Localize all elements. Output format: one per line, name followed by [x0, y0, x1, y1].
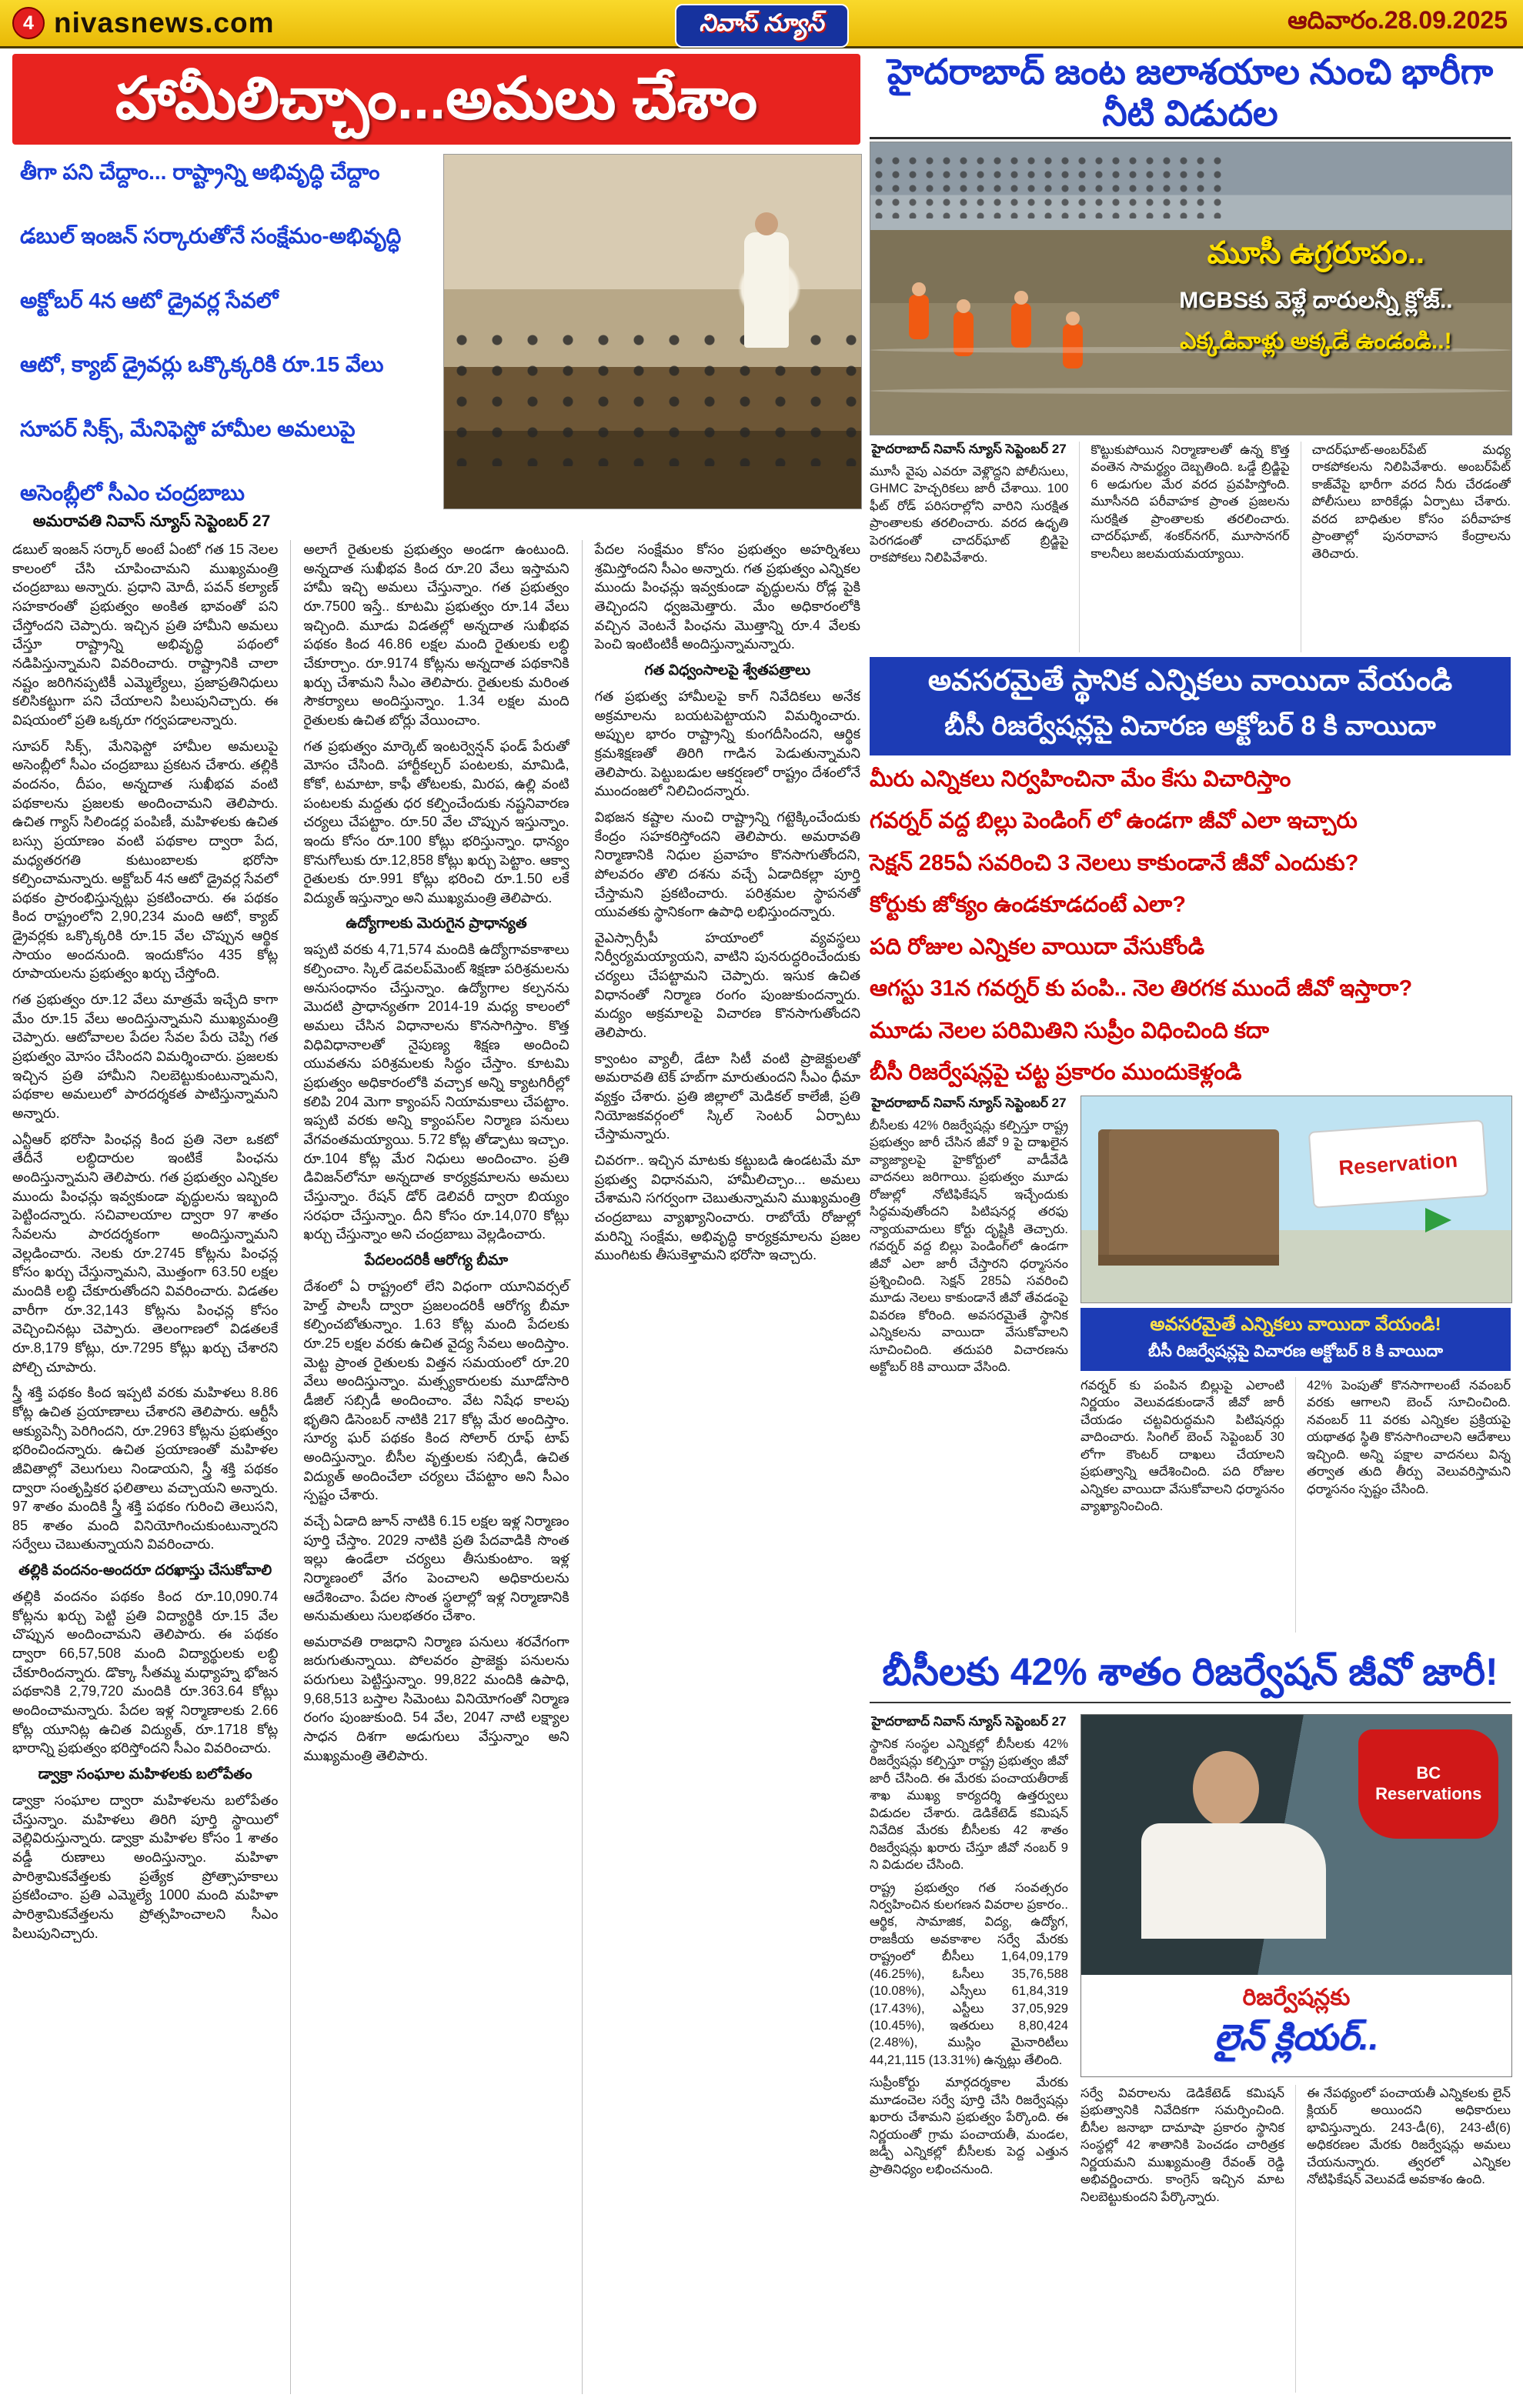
lead-subhead-line: అక్టోబర్ 4న ఆటో డ్రైవర్ల సేవలో — [20, 288, 279, 312]
rescue-worker — [1011, 303, 1031, 348]
court-photo-placeholder — [1081, 1096, 1511, 1302]
page-number-badge: 4 — [12, 7, 45, 39]
paragraph: మూసీ వైపు ఎవరూ వెళ్లొద్దని పోలీసులు, GHMC హెచ్చరికలు జారీ చేశాయి. 100 ఫీట్ రోడ్ పరిసరాల్లోని వారిని సురక్షిత ప్రాంతాలకు తరలించారు. వరద ఉధృతి పెరగడంతో చాదర్‌ఘాట్ బ్రిడ్జిపై రాకపోకలు నిలిపివేశారు. — [870, 465, 1069, 565]
assembly-photo-placeholder — [444, 155, 861, 509]
paragraph: గవర్నర్ కు పంపిన బిల్లుపై ఎలాంటి నిర్ణయం వెలువడకుండానే జీవో జారీ చేయడం చట్టవిరుద్ధమని పిటిషనర్లు వాదించారు. సింగిల్ బెంచ్ సెప్టెంబర్ 30 లోగా కౌంటర్ దాఖలు చేయాలని ప్రభుత్వాన్ని ఆదేశించింది. పది రోజుల ఎన్నికల వాయిదా వేసుకోవాలని ధర్మాసనం వ్యాఖ్యానించింది. — [1080, 1379, 1284, 1514]
hearing-point: పది రోజుల ఎన్నికల వాయిదా వేసుకోండి — [870, 934, 1205, 959]
lead-subhead-line: డబుల్ ఇంజన్ సర్కారుతోనే సంక్షేమం-అభివృద్ధి — [20, 224, 402, 248]
flood-crowd — [870, 154, 1223, 218]
paragraph: ఉద్యోగాలకు మెరుగైన ప్రాధాన్యత — [346, 916, 527, 932]
paper-logo: నివాస్ న్యూస్ — [674, 4, 848, 48]
paragraph: గత ప్రభుత్వ హామీలపై కాగ్ నివేదికలు అనేక అక్రమాలను బయటపెట్టాయని విమర్శించారు. అప్పుల భారం రాష్ట్రాన్ని కుంగదీసిందని, ఆర్థిక క్రమశిక్షణతో తిరిగి గాడిన పెడుతున్నామని తెలిపారు. పెట్టుబడుల ఆకర్షణలో రాష్ట్రం దేశంలోనే ముందంజలో నిలిచిందన్నారు. — [594, 688, 860, 799]
assembly-photo — [443, 154, 862, 509]
flood-overlay-line2: MGBSకు వెళ్లే దారులన్నీ క్లోజ్.. — [1179, 287, 1453, 313]
flood-body — [870, 442, 1511, 652]
paragraph: తల్లికి వందనం-అందరూ దరఖాస్తు చేసుకోవాలి — [18, 1563, 272, 1579]
paragraph: ఇప్పటి వరకు 4,71,574 మందికి ఉద్యోగావకాశాలు కల్పించాం. స్కిల్ డెవలప్‌మెంట్ శిక్షణా పరిశ్రమలను అనుసంధానం చేస్తున్నాం. ఉద్యోగాల కల్పనను మొదటి ప్రాధాన్యతగా 2014-19 మధ్య కాలంలో అమలు చేసిన విధానాలను కొనసాగిస్తాం. కొత్త విధివిధానాలతో నైపుణ్య శిక్షణ అందించి యువతను పరిశ్రమలకు సిద్ధం చేస్తాం. కూటమి ప్రభుత్వం అధికారంలోకి వచ్చాక అన్ని క్యాటగిరీల్లో కలిపి 204 మెగా క్యాంపస్ నియామకాలు చేపట్టాం. ఇప్పటి వరకు అన్ని క్యాంపస్‌ల నిర్మాణ పనులు వేగవంతమయ్యాయి. 5.72 కోట్ల తోడ్పాటు ఇచ్చాం. రూ.104 కోట్ల మేర నిధులు అందించాం. ప్రతి డివిజన్‌లోనూ అన్నదాత కార్యక్రమాలను అమలు చేస్తున్నాం. రేషన్ డోర్ డెలివరీ ద్వారా బియ్యం సరఫరా చేస్తున్నాం. దీని కోసం రూ.14,070 కోట్లు ఖర్చు చేస్తున్నాం అని చంద్రబాబు వెల్లడించారు. — [303, 942, 569, 1242]
go-right-block — [1080, 1714, 1511, 2393]
hearing-column-3 — [1295, 1377, 1511, 1633]
lead-body — [12, 540, 860, 2394]
paragraph: వచ్చే ఏడాది జూన్ నాటికి 6.15 లక్షల ఇళ్ల నిర్మాణం పూర్తి చేస్తాం. 2029 నాటికి ప్రతి పేదవాడికి సొంత ఇల్లు ఉండేలా చర్యలు తీసుకుంటాం. ఇళ్ల నిర్మాణంలో వేగం పెంచాలని అధికారులను ఆదేశించాం. పేదల సొంత స్థలాల్లో ఇళ్ల నిర్మాణానికి అనుమతులు సులభతరం చేశాం. — [303, 1513, 569, 1624]
flood-dateline: హైదరాబాద్ నివాస్ న్యూస్ సెప్టెంబర్ 27 — [871, 442, 1067, 456]
court-photo — [1080, 1096, 1512, 1303]
hearing-point: కోర్టుకు జోక్యం ఉండకూడదంటే ఎలా? — [870, 892, 1186, 918]
lead-column-3 — [582, 540, 860, 2394]
rescue-worker — [1063, 324, 1083, 369]
paragraph: చివరగా.. ఇచ్చిన మాటకు కట్టుబడి ఉండటమే మా ప్రభుత్వ విధానమని, హామీలిచ్చాం... అమలు చేశామని సగర్వంగా చెబుతున్నామని ముఖ్యమంత్రి చంద్రబాబు వ్యాఖ్యానించారు. రాబోయే రోజుల్లో మరిన్ని సంక్షేమ, అభివృద్ధి కార్యక్రమాలను ప్రజల ముంగిటకు తీసుకెళ్తామని భరోసా ఇచ్చారు. — [594, 1152, 860, 1263]
paragraph: కొట్టుకుపోయిన నిర్మాణాలతో ఉన్న కొత్త వంతెన సామర్థ్యం దెబ్బతింది. ఒడ్డే బ్రిడ్జిపై 6 అడుగుల మేర వరద ప్రవహిస్తోంది. మూసీనది పరీవాహక ప్రాంత ప్రజలను సురక్షిత ప్రాంతాలకు తరలించారు. చాదర్‌ఘాట్, శంకర్‌నగర్, మూసానగర్ కాలనీలు జలమయమయ్యాయి. — [1090, 443, 1290, 561]
go-column-1 — [870, 1714, 1068, 2397]
lead-subhead-line: ఆటో, క్యాబ్ డ్రైవర్లు ఒక్కొక్కరికి రూ.15 వేలు — [20, 352, 384, 377]
paragraph: తల్లికి వందనం పథకం కింద రూ.10,090.74 కోట్లను ఖర్చు పెట్టి ప్రతి విద్యార్థికి రూ.15 వేల చొప్పున అందించామని తెలిపారు. ఈ పథకం ద్వారా 66,57,508 మంది విద్యార్థులకు లబ్ధి చేకూరిందన్నారు. డొక్కా సీతమ్మ మధ్యాహ్న భోజన పథకానికి 2,79,720 మందికి రూ.363.64 కోట్లు అందించామన్నారు. పేదల ఇళ్ల నిర్మాణాలకు 2.66 కోట్ల యూనిట్ల ఉచిత విద్యుత్, రూ.1718 కోట్ల భారాన్ని ప్రభుత్వం భరిస్తోందని సీఎం వివరించారు. — [12, 1589, 279, 1756]
rescue-worker — [909, 295, 929, 339]
hearing-dateline: హైదరాబాద్ నివాస్ న్యూస్ సెప్టెంబర్ 27 — [871, 1096, 1067, 1110]
flood-overlay-line1: మూసీ ఉగ్రరూపం.. — [1207, 235, 1425, 270]
hearing-caption-line2: బీసీ రిజర్వేషన్లపై విచారణ అక్టోబర్ 8 కి వాయిదా — [1147, 1342, 1444, 1360]
hearing-point: సెక్షన్ 285ఏ సవరించి 3 నెలలు కాకుండానే జీవో ఎందుకు? — [870, 850, 1359, 875]
flood-photo — [870, 142, 1512, 435]
go-headline: బీసీలకు 42% శాతం రిజర్వేషన్ జీవో జారీ! — [870, 1651, 1511, 1703]
assembly-audience — [444, 325, 861, 466]
paragraph: స్థానిక సంస్థల ఎన్నికల్లో బీసీలకు 42% రిజర్వేషన్లు కల్పిస్తూ రాష్ట్ర ప్రభుత్వం జీవో జారీ చేసింది. ఈ మేరకు పంచాయతీరాజ్ శాఖ ముఖ్య కార్యదర్శి ఉత్తర్వులు విడుదల చేశారు. డెడికేటెడ్ కమిషన్ నివేదిక మేరకు బీసీలకు 42 శాతం రిజర్వేషన్లు ఖరారు చేస్తూ జీవో నంబర్ 9 ని విడుదల చేసింది. — [870, 1737, 1068, 1873]
lead-headline: హామీలిచ్చాం...అమలు చేశాం — [115, 66, 758, 132]
paragraph: అలాగే రైతులకు ప్రభుత్వం అండగా ఉంటుంది. అన్నదాత సుఖీభవ కింద రూ.20 వేలు ఇస్తామని హామీ ఇచ్చి అమలు చేస్తున్నాం. గత ప్రభుత్వం రూ.7500 ఇస్తే.. కూటమి ప్రభుత్వం రూ.14 వేలు ఇచ్చింది. మూడు విడతల్లో అన్నదాత సుఖీభవ పథకం కింద 46.86 లక్షల మంది రైతులకు లబ్ధి చేకూర్చాం. రూ.9174 కోట్లను అన్నదాత పథకానికి ఖర్చు చేశామని సీఎం తెలిపారు. రైతులకు మరింత సౌకర్యాలు అందిస్తున్నాం. 1.34 లక్షల మంది రైతులకు ఉచిత బోర్లు వేయించాం. — [303, 542, 569, 728]
hearing-point: గవర్నర్ వద్ద బిల్లు పెండింగ్ లో ఉండగా జీవో ఎలా ఇచ్చారు — [870, 809, 1358, 834]
green-arrow-icon — [1425, 1208, 1451, 1232]
paragraph: సుప్రీంకోర్టు మార్గదర్శకాల మేరకు మూడంచెల సర్వే పూర్తి చేసి రిజర్వేషన్లు ఖరారు చేశామని ప్రభుత్వం పేర్కొంది. ఈ నిర్ణయంతో గ్రామ పంచాయతీ, మండల, జడ్పీ ఎన్నికల్లో బీసీలకు పెద్ద ఎత్తున ప్రాతినిధ్యం లభించనుంది. — [870, 2076, 1068, 2176]
reservation-sign-text: Reservation — [1338, 1147, 1458, 1179]
paragraph: క్వాంటం వ్యాలీ, డేటా సిటీ వంటి ప్రాజెక్టులతో అమరావతి టెక్ హబ్‌గా మారుతుందని సీఎం ధీమా వ్యక్తం చేశారు. ప్రతి జిల్లాలో మెడికల్ కాలేజీ, ప్రతి నియోజకవర్గంలో స్కిల్ సెంటర్ ఏర్పాటు చేస్తామన్నారు. — [594, 1050, 860, 1142]
revanth-photo-placeholder — [1081, 1715, 1511, 2076]
paragraph: రాష్ట్ర ప్రభుత్వం గత సంవత్సరం నిర్వహించిన కులగణన వివరాల ప్రకారం.. ఆర్థిక, సామాజిక, విద్య, ఉద్యోగ, రాజకీయ అవకాశాల సర్వే మేరకు రాష్ట్రంలో బీసీలు 1,64,09,179 (46.25%), ఓసీలు 35,76,588 (10.08%), ఎస్సీలు 61,84,319 (17.43%), ఎస్టీలు 37,05,929 (10.45%), ఇతరులు 8,80,424 (2.48%), ముస్లిం మైనారిటీలు 44,21,115 (13.31%) ఉన్నట్లు తేలింది. — [870, 1880, 1068, 2067]
go-col1-text — [870, 1736, 1068, 2178]
hearing-caption-line1: అవసరమైతే ఎన్నికలు వాయిదా వేయండి! — [1150, 1314, 1441, 1335]
paragraph: సర్వే వివరాలను డెడికేటెడ్ కమిషన్ ప్రభుత్వానికి నివేదికగా సమర్పించింది. బీసీల జనాభా దామాషా ప్రకారం స్థానిక సంస్థల్లో 42 శాతానికి పెంచడం చారిత్రక నిర్ణయమని ముఖ్యమంత్రి రేవంత్ రెడ్డి అభివర్ణించారు. కాంగ్రెస్ ఇచ్చిన మాట నిలబెట్టుకుందని పేర్కొన్నారు. — [1080, 2086, 1284, 2204]
hearing-point: మూడు నెలల పరిమితిని సుప్రీం విధించింది కదా — [870, 1018, 1270, 1043]
water-wave — [870, 388, 1511, 394]
flood-overlay-line3: ఎక్కడివాళ్లు అక్కడే ఉండండి..! — [1180, 328, 1452, 354]
lead-column-1 — [12, 540, 278, 2394]
lead-subhead-line: అసెంబ్లీలో సీఎం చంద్రబాబు — [20, 480, 245, 505]
bc-reservations-badge: BC Reservations — [1358, 1729, 1498, 1839]
hearing-band-line1: అవసరమైతే స్థానిక ఎన్నికలు వాయిదా వేయండి — [927, 665, 1453, 697]
paragraph: పేదలందరికీ ఆరోగ్య బీమా — [364, 1252, 509, 1269]
edition-date: ఆదివారం.28.09.2025 — [1288, 5, 1508, 34]
hearing-photo-caption — [1080, 1308, 1511, 1371]
paragraph: పేదల సంక్షేమం కోసం ప్రభుత్వం అహర్నిశలు శ్రమిస్తోందని సీఎం అన్నారు. గత ప్రభుత్వం ఎన్నికల ముందు పింఛన్లు ఇవ్వకుండా వృద్ధులను రోడ్ల పైకి తెచ్చిందని ధ్వజమెత్తారు. మేం అధికారంలోకి వచ్చిన వెంటనే పింఛను మొత్తాన్ని రూ.4 వేలకు పెంచి ఇంటింటికీ అందిస్తున్నామన్నారు. — [594, 542, 860, 652]
flood-column-2 — [1079, 442, 1289, 652]
paragraph: గత ప్రభుత్వం మార్కెట్ ఇంటర్వెన్షన్ ఫండ్ పేరుతో మోసం చేసింది. హార్టీకల్చర్ పంటలకు, మామిడి, కోకో, టమాటా, కాఫీ తోటలకు, మిరప, ఉల్లి వంటి పంటలకు మద్దతు ధర కల్పించేందుకు నష్టనివారణ చర్యలు చేపట్టాం. రూ.50 వేల చొప్పున ఇస్తున్నాం. ఇందు కోసం రూ.100 కోట్లు భరిస్తున్నాం. ధాన్యం కొనుగోలుకు రూ.12,858 కోట్లు ఖర్చు పెట్టాం. ఆక్వా రైతులకు రూ.991 కోట్లు భరించి రూ.1.50 లకే విద్యుత్ ఇస్తున్నాం అని ముఖ్యమంత్రి తెలిపారు. — [303, 738, 569, 906]
flood-column-3 — [1301, 442, 1511, 652]
masthead-bar — [0, 0, 1523, 48]
highcourt-building — [1098, 1129, 1279, 1266]
paragraph: డ్వాక్రా సంఘాల ద్వారా మహిళలను బలోపేతం చేస్తున్నాం. మహిళలు తిరిగి పూర్తి స్థాయిలో వెల్లివిరుస్తున్నారు. డ్వాక్రా మహిళల కోసం 1 శాతం వడ్డీ రుణాలు అందిస్తున్నాం. మహిళా పారిశ్రామికవేత్తలకు ప్రత్యేక ప్రోత్సాహకాలు ప్రకటించాం. ప్రతి ఎమ్మెల్యే 1000 మంది మహిళా పారిశ్రామికవేత్తలను ప్రోత్సహించాలని సీఎం పిలుపునిచ్చారు. — [12, 1793, 279, 1941]
flood-column-1 — [870, 442, 1068, 652]
cm-revanth-photo — [1080, 1714, 1512, 2077]
hearing-point: ఆగస్టు 31న గవర్నర్ కు పంపి.. నెల తిరగక ముందే జీవో ఇస్తారా? — [870, 976, 1413, 1002]
paragraph: వైఎస్సార్సీపీ హయాంలో వ్యవస్థలు నిర్వీర్యమయ్యాయని, వాటిని పునరుద్ధరించేందుకు చర్యలు చేపట్టామని చెప్పారు. ఇసుక ఉచిత విధానంతో నిర్మాణ రంగం పుంజుకుందన్నారు. మద్యం అక్రమాలపై విచారణ కొనసాగుతోందని తెలిపారు. — [594, 929, 860, 1041]
hearing-column-2 — [1080, 1377, 1284, 1633]
go-lower-columns — [1080, 2085, 1511, 2393]
site-name[interactable]: nivasnews.com — [54, 7, 275, 38]
go-column-3 — [1295, 2085, 1511, 2393]
hearing-column-1 — [870, 1096, 1068, 1639]
go-dateline: హైదరాబాద్ నివాస్ న్యూస్ సెప్టెంబర్ 27 — [871, 1714, 1067, 1729]
paragraph: గత విధ్వంసాలపై శ్వేతపత్రాలు — [644, 662, 811, 679]
paragraph: డబుల్ ఇంజన్ సర్కార్ అంటే ఏంటో గత 15 నెలల కాలంలో చేసి చూపించామని ముఖ్యమంత్రి చంద్రబాబు అన్నారు. ప్రధాని మోదీ, పవన్ కల్యాణ్ సహకారంతో ప్రభుత్వం అంకిత భావంతో పని చేస్తోందని చెప్పారు. ఇచ్చిన ప్రతి హామీని అమలు చేస్తూ రాష్ట్రాన్ని అభివృద్ధి పథంలో నడిపిస్తున్నామని వివరించారు. రాష్ట్రానికి చాలా నష్టం జరిగినప్పటికీ ఎమ్మెల్యేలు, ప్రజాప్రతినిధులు కలిసికట్టుగా పని చేయాలని పిలుపునిచ్చారు. ఈ విషయంలో ప్రతి ఒక్కరూ గర్వపడాలన్నారు. — [12, 542, 279, 728]
go-column-2 — [1080, 2085, 1284, 2393]
flood-headline: హైదరాబాద్ జంట జలాశయాల నుంచి భారీగా నీటి విడుదల — [870, 51, 1511, 139]
hearing-point: బీసీ రిజర్వేషన్లపై చట్ట ప్రకారం ముందుకెళ్లండి — [870, 1060, 1242, 1086]
hearing-right-block — [1080, 1096, 1511, 1633]
strip-line1: రిజర్వేషన్లకు — [1242, 1984, 1351, 2010]
lead-dateline: అమరావతి నివాస్ న్యూస్ సెప్టెంబర్ 27 — [32, 512, 271, 530]
hearing-points — [870, 766, 1511, 1086]
person-head — [1193, 1751, 1259, 1826]
lead-subhead-line: సూపర్ సిక్స్, మేనిఫెస్టో హామీల అమలుపై — [20, 416, 356, 441]
lead-headline-banner — [12, 54, 860, 145]
cm-figure — [744, 232, 789, 348]
photo-text-strip — [1081, 1975, 1511, 2076]
flood-overlay-text — [1127, 236, 1505, 360]
paragraph: సూపర్ సిక్స్, మేనిఫెస్టో హామీల అమలుపై అసెంబ్లీలో సీఎం చంద్రబాబు ప్రకటన చేశారు. తల్లికి వందనం, దీపం, అన్నదాత సుఖీభవ వంటి పథకాలను ప్రజలకు అందించామని తెలిపారు. ఉచిత గ్యాస్ సిలిండర్ల పంపిణీ, మహిళలకు ఉచిత బస్సు ప్రయాణం వంటి పథకాల ద్వారా పేద, మధ్యతరగతి కుటుంబాలకు భరోసా కల్పించామన్నారు. అక్టోబర్ 4న ఆటో డ్రైవర్ల సేవలో పథకం ప్రారంభిస్తున్నట్లు ప్రకటించారు. ఈ పథకం కింద రాష్ట్రంలోని 2,90,234 మంది ఆటో, క్యాబ్ డ్రైవర్లకు ఒక్కొక్కరికి రూ.15 వేల చొప్పున ఆర్థిక సాయం అందనుంది. ఇందుకోసం 435 కోట్ల రూపాయలను ప్రభుత్వం ఖర్చు చేస్తోంది. — [12, 738, 279, 982]
paragraph: విభజన కష్టాల నుంచి రాష్ట్రాన్ని గట్టెక్కించేందుకు కేంద్రం సహకరిస్తోందని తెలిపారు. అమరావతి నిర్మాణానికి నిధుల ప్రవాహం కొనసాగుతోందని, పోలవరం తొలి దశను వచ్చే ఏడాదికల్లా పూర్తి చేస్తామని ప్రకటించారు. పరిశ్రమల స్థాపనతో యువతకు స్థానికంగా ఉపాధి లభిస్తుందన్నారు. — [594, 809, 860, 920]
lead-column-2 — [290, 540, 569, 2394]
paragraph: ఎన్టీఆర్ భరోసా పింఛన్ల కింద ప్రతి నెలా ఒకటో తేదీనే లబ్ధిదారుల ఇంటికే పింఛను అందిస్తున్నామని తెలిపారు. గత ప్రభుత్వం ఎన్నికల ముందు పింఛన్లు ఇవ్వకుండా వృద్ధులను ఇబ్బంది పెట్టిందన్నారు. సచివాలయాల ద్వారా 97 శాతం సేవలను పారదర్శకంగా అందిస్తున్నామని వెల్లడించారు. నెలకు రూ.2745 కోట్లను పింఛన్ల కోసం ఖర్చు చేస్తున్నామని, మొత్తంగా 63.50 లక్షల మందికి లబ్ధి చేకూరుతోందని వివరించారు. విడతల వారీగా రూ.32,143 కోట్లను పింఛన్ల కోసం వెచ్చించినట్లు చెప్పారు. తెలంగాణలో విడతలకే రూ.8,179 కోట్లు, రూ.7295 కోట్లు ఖర్చు చేశారని పోల్చి చూపారు. — [12, 1131, 279, 1375]
paragraph: బీసీలకు 42% రిజర్వేషన్లు కల్పిస్తూ రాష్ట్ర ప్రభుత్వం జారీ చేసిన జీవో 9 పై దాఖలైన వ్యాజ్యాలపై హైకోర్టులో వాడీవేడి వాదనలు జరిగాయి. ప్రభుత్వం మూడు రోజుల్లో నోటిఫికేషన్ ఇచ్చేందుకు సిద్ధమవుతోందని పిటిషనర్ల తరఫు న్యాయవాదులు కోర్టు దృష్టికి తెచ్చారు. గవర్నర్ వద్ద బిల్లు పెండింగ్‌లో ఉండగా జీవో ఎలా జారీ చేస్తారని ధర్మాసనం ప్రశ్నించింది. సెక్షన్ 285ఏ సవరించి మూడు నెలలు కాకుండానే జీవో తేవడంపై వివరణ కోరింది. అవసరమైతే స్థానిక ఎన్నికలను వాయిదా వేసుకోవాలని సూచించింది. తదుపరి విచారణను అక్టోబర్ 8కి వాయిదా వేసింది. — [870, 1119, 1068, 1375]
hearing-lower-columns — [1080, 1377, 1511, 1633]
strip-line2: లైన్ క్లియర్.. — [1214, 2016, 1379, 2057]
hearing-band — [870, 657, 1511, 755]
lead-subheads — [20, 158, 439, 506]
flood-photo-placeholder — [870, 142, 1511, 435]
paragraph: అమరావతి రాజధాని నిర్మాణ పనులు శరవేగంగా జరుగుతున్నాయి. పోలవరం ప్రాజెక్టు పనులను పరుగులు పెట్టిస్తున్నాం. 99,822 మందికి ఉపాధి, 9,68,513 బస్తాల సిమెంటు వినియోగంతో నిర్మాణ రంగం పుంజుకుంది. 54 వేల, 2047 నాటి లక్ష్యాల సాధన దిశగా అడుగులు వేస్తున్నాం అని ముఖ్యమంత్రి తెలిపారు. — [303, 1633, 569, 1763]
paragraph: దేశంలో ఏ రాష్ట్రంలో లేని విధంగా యూనివర్సల్ హెల్త్ పాలసీ ద్వారా ప్రజలందరికీ ఆరోగ్య బీమా కల్పించబోతున్నాం. 1.63 కోట్ల మంది పేదలకు రూ.25 లక్షల వరకు ఉచిత వైద్య సేవలు అందిస్తాం. మెట్ట ప్రాంత రైతులకు విత్తన సమయంలో రూ.20 వేలు అందిస్తున్నాం. మత్స్యకారులకు మూడోసారి డీజిల్ సబ్సిడీ అందించాం. వేట నిషేధ కాలపు భృతిని డిసెంబర్ నాటికి 217 కోట్ల మేర అందిస్తాం. సూర్య ఘర్ పథకం కింద సోలార్ రూఫ్ టాప్ అందిస్తున్నాం. బీసీల వృత్తులకు సబ్సిడీ, ఉచిత విద్యుత్ అందించేలా చర్యలు చేపట్టాం అని సీఎం స్పష్టం చేశారు. — [303, 1279, 569, 1503]
lead-subhead-line: తీగా పని చేద్దాం... రాష్ట్రాన్ని అభివృద్ధి చేద్దాం — [20, 160, 380, 184]
paragraph: డ్వాక్రా సంఘాల మహిళలకు బలోపేతం — [38, 1766, 252, 1783]
paragraph: 42% పెంపుతో కొనసాగాలంటే నవంబర్ వరకు ఆగాలని బెంచ్ సూచించింది. నవంబర్ 11 వరకు ఎన్నికల ప్రక్రియపై యథాతథ స్థితి కొనసాగించాలని ఆదేశాలు ఇచ్చింది. అన్ని పక్షాల వాదనలు విన్న తర్వాత తుది తీర్పు వెలువరిస్తామని ధర్మాసనం స్పష్టం చేసింది. — [1307, 1379, 1511, 1496]
flood-col1-text — [870, 463, 1068, 567]
paragraph: ఈ నేపథ్యంలో పంచాయతీ ఎన్నికలకు లైన్ క్లియర్ అయిందని అధికారులు భావిస్తున్నారు. 243-డీ(6), 243-టీ(6) అధికరణల మేరకు రిజర్వేషన్లు అమలు చేయనున్నారు. త్వరలో ఎన్నికల నోటిఫికేషన్ వెలువడే అవకాశం ఉంది. — [1307, 2086, 1511, 2187]
paragraph: స్త్రీ శక్తి పథకం కింద ఇప్పటి వరకు మహిళలు 8.86 కోట్ల ఉచిత ప్రయాణాలు చేశారని తెలిపారు. ఆర్టీసీ ఆక్యుపెన్సీ పెరిగిందని, రూ.2963 కోట్లను ప్రభుత్వం భరించిందన్నారు. ఉచిత ప్రయాణంతో మహిళల జీవితాల్లో వెలుగులు నిండాయని, స్త్రీ శక్తి పథకం ద్వారా సంతృప్తికర ఫలితాలు వచ్చాయని అన్నారు. 97 శాతం మందికి స్త్రీ శక్తి పథకం గురించి తెలుసని, 85 శాతం మంది వినియోగించుకుంటున్నారని సర్వేలు చెబుతున్నాయని వివరించారు. — [12, 1385, 279, 1553]
hearing-band-line2: బీసీ రిజర్వేషన్లపై విచారణ అక్టోబర్ 8 కి వాయిదా — [944, 711, 1436, 741]
reservation-signboard — [1308, 1119, 1488, 1209]
hearing-point: మీరు ఎన్నికలు నిర్వహించినా మేం కేసు విచారిస్తాం — [870, 767, 1291, 792]
paragraph: చాదర్‌ఘాట్-అంబర్‌పేట్ మధ్య రాకపోకలను నిలిపివేశారు. అంబర్‌పేట్ కాజ్‌వేపై భారీగా వరద నీరు చేరడంతో పోలీసులు బారికేడ్లు ఏర్పాటు చేశారు. వరద బాధితుల కోసం పరీవాహక ప్రాంతాల్లో పునరావాస కేంద్రాలను తెరిచారు. — [1311, 443, 1511, 561]
paragraph: గత ప్రభుత్వం రూ.12 వేలు మాత్రమే ఇచ్చేది కాగా మేం రూ.15 వేలు అందిస్తున్నామని ముఖ్యమంత్రి చెప్పారు. ఆటోవాలల పేదల సేవల పేరు చెప్పి గత ప్రభుత్వం మోసం చేసిందని విమర్శించారు. ప్రజలకు ఇచ్చిన ప్రతి హామీని నిలబెట్టుకుంటున్నామని, పథకాల అమలులో పారదర్శకత పాటిస్తున్నామని అన్నారు. — [12, 992, 279, 1122]
hearing-col1-text — [870, 1117, 1068, 1376]
person-shirt — [1141, 1823, 1326, 1939]
